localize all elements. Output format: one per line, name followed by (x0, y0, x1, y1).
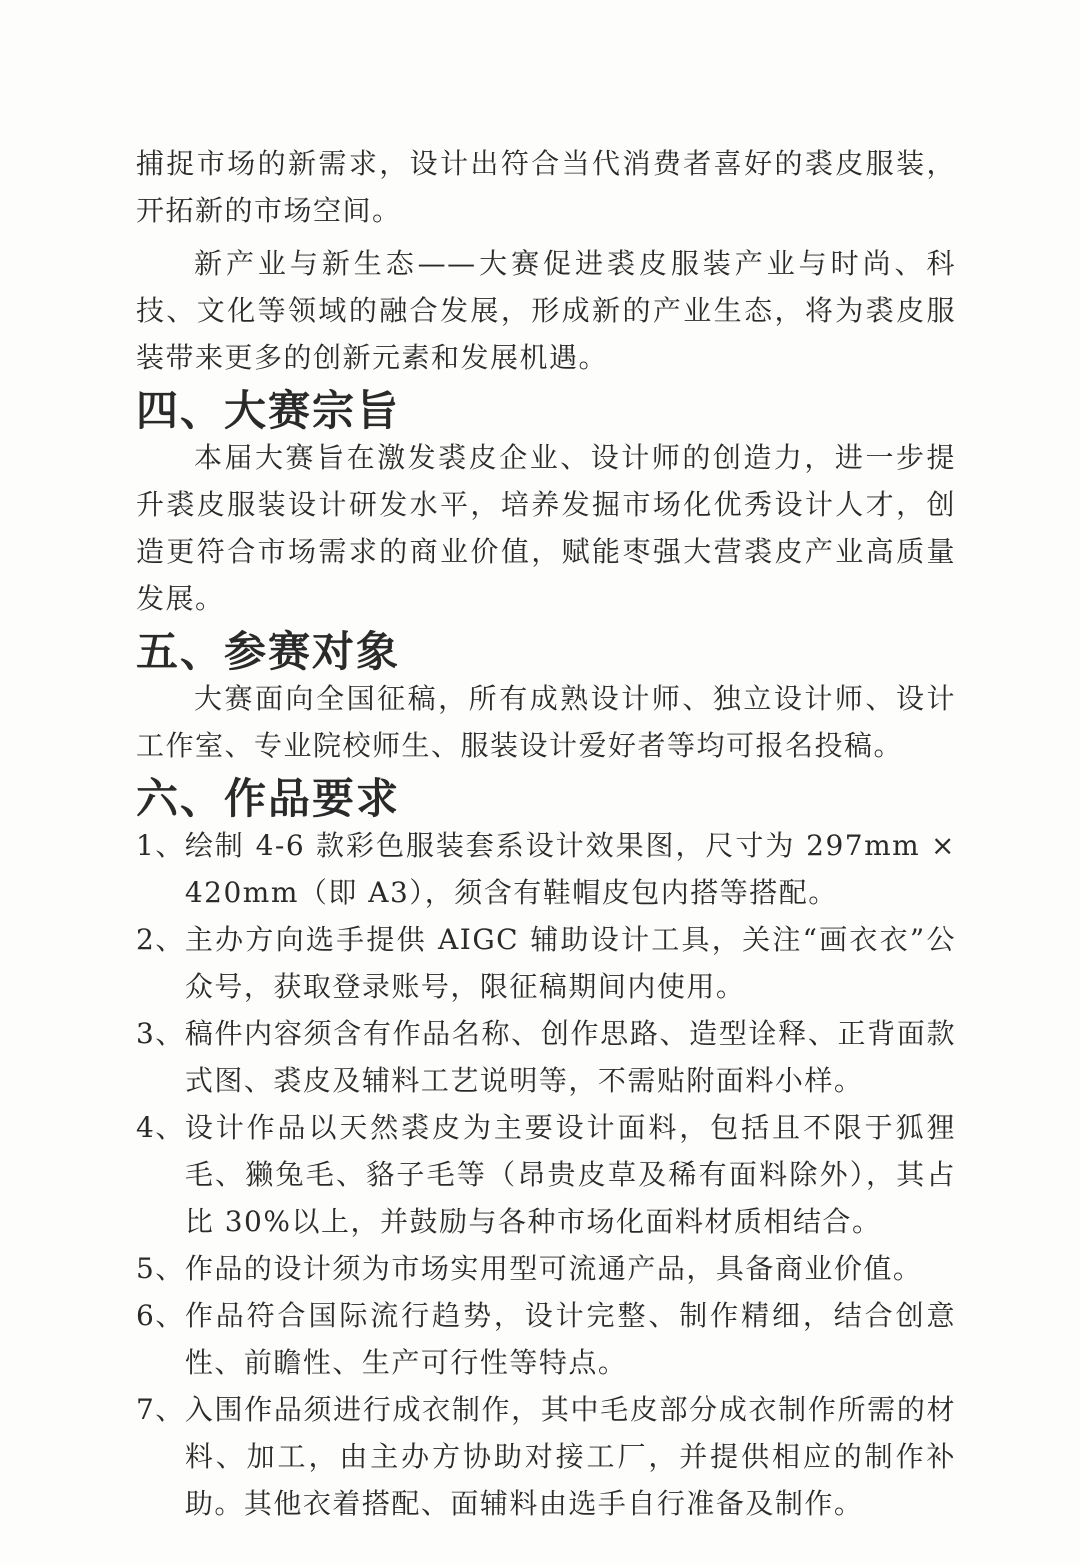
intro-paragraph-1: 捕捉市场的新需求，设计出符合当代消费者喜好的裘皮服装，开拓新的市场空间。 (136, 147, 956, 227)
document-body (136, 140, 956, 1527)
list-item-number: 4、 (136, 1111, 185, 1144)
list-item (136, 1386, 956, 1527)
list-item-text: 稿件内容须含有作品名称、创作思路、造型诠释、正背面款式图、裘皮及辅料工艺说明等，不需贴附面料小样。 (184, 1017, 956, 1097)
list-item (136, 916, 956, 1010)
list-item-text: 入围作品须进行成衣制作，其中毛皮部分成衣制作所需的材料、加工，由主办方协助对接工厂，并提供相应的制作补助。其他衣着搭配、面辅料由选手自行准备及制作。 (184, 1393, 956, 1520)
intro-paragraph-2: 新产业与新生态——大赛促进裘皮服装产业与时尚、科技、文化等领域的融合发展，形成新的产业生态，将为裘皮服装带来更多的创新元素和发展机遇。 (136, 247, 956, 374)
section-4-body: 本届大赛旨在激发裘皮企业、设计师的创造力，进一步提升裘皮服装设计研发水平，培养发掘市场化优秀设计人才，创造更符合市场需求的商业价值，赋能枣强大营裘皮产业高质量发展。 (136, 441, 956, 615)
list-item-text: 作品的设计须为市场实用型可流通产品，具备商业价值。 (184, 1252, 923, 1285)
list-item-text: 绘制 4-6 款彩色服装套系设计效果图，尺寸为 297mm × 420mm（即 A3），须含有鞋帽皮包内搭等搭配。 (184, 829, 956, 909)
section-5-body: 大赛面向全国征稿，所有成熟设计师、独立设计师、设计工作室、专业院校师生、服装设计爱好者等均可报名投稿。 (136, 682, 956, 762)
list-item-text: 作品符合国际流行趋势，设计完整、制作精细，结合创意性、前瞻性、生产可行性等特点。 (184, 1299, 956, 1379)
list-item (136, 822, 956, 916)
list-item-text: 设计作品以天然裘皮为主要设计面料，包括且不限于狐狸毛、獭兔毛、貉子毛等（昂贵皮草及稀有面料除外），其占比 30%以上，并鼓励与各种市场化面料材质相结合。 (184, 1111, 956, 1238)
list-item (136, 1292, 956, 1386)
section-5-heading: 五、参赛对象 (136, 627, 401, 676)
list-item (136, 1010, 956, 1104)
list-item (136, 1245, 956, 1292)
list-item-number: 5、 (136, 1252, 185, 1285)
list-item-text: 主办方向选手提供 AIGC 辅助设计工具，关注“画衣衣”公众号，获取登录账号，限征稿期间内使用。 (184, 923, 956, 1003)
list-item-number: 7、 (136, 1393, 185, 1426)
list-item-number: 3、 (136, 1017, 185, 1050)
list-item-number: 1、 (136, 829, 185, 862)
requirements-list (136, 822, 956, 1527)
section-6-heading: 六、作品要求 (136, 774, 401, 823)
list-item-number: 6、 (136, 1299, 185, 1332)
list-item-number: 2、 (136, 923, 185, 956)
list-item (136, 1104, 956, 1245)
section-4-heading: 四、大赛宗旨 (136, 386, 401, 435)
